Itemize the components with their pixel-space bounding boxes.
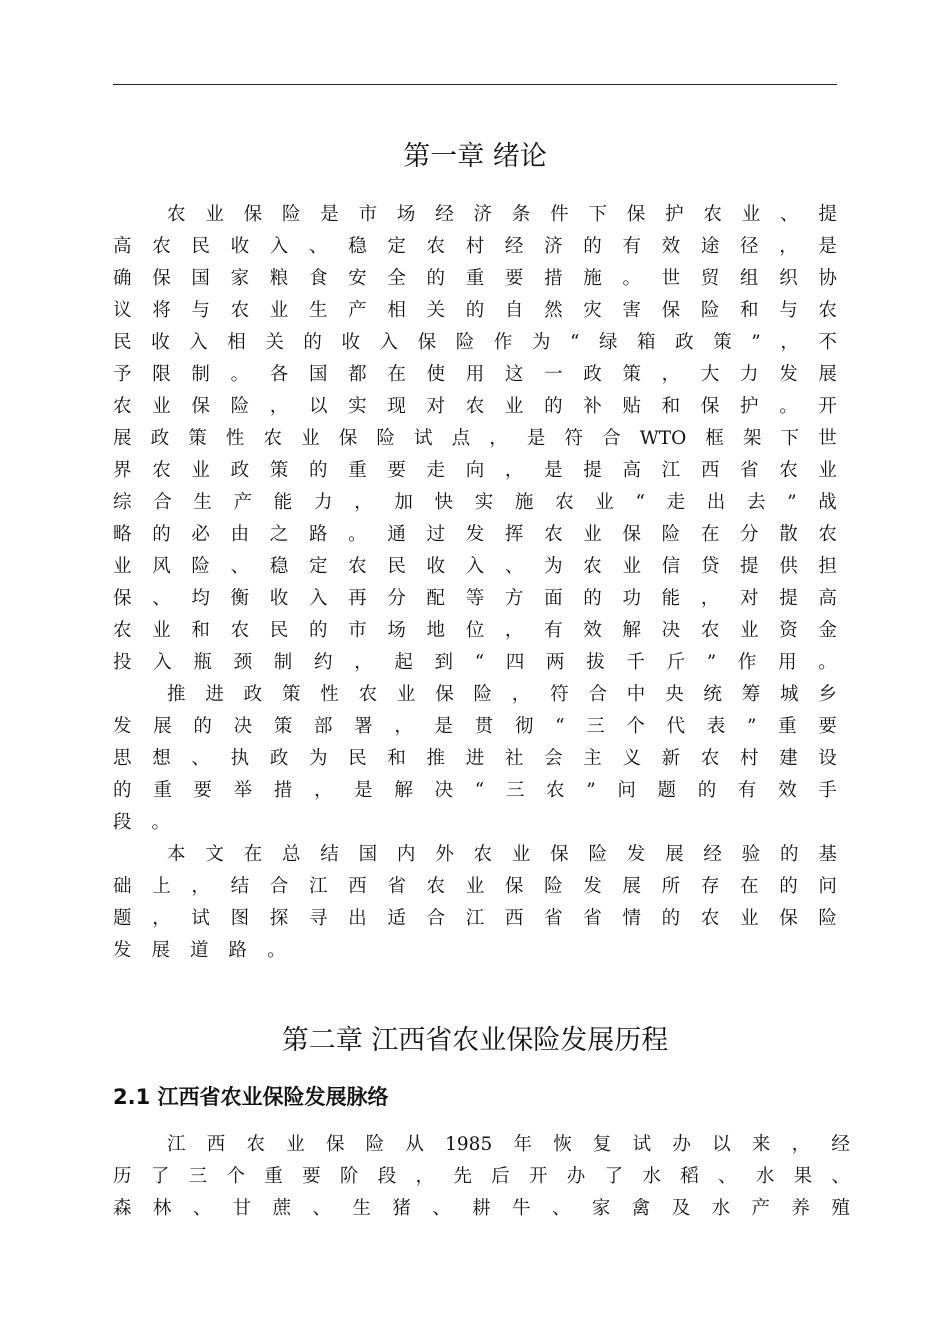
text-line: 确 保 国 家 粮 食 安 全 的 重 要 措 施 。 世 贸 组 织 协 <box>113 268 837 289</box>
chapter-1-paragraph-2 <box>113 679 837 839</box>
chapter-1-title: 第一章 绪论 <box>403 141 547 172</box>
text-line: 业 风 险 、 稳 定 农 民 收 入 、 为 农 业 信 贷 提 供 担 <box>113 556 837 577</box>
text-line: 农 业 保 险 是 市 场 经 济 条 件 下 保 护 农 业 、 提 <box>167 204 837 225</box>
text-line: 发 展 道 路 。 <box>113 940 286 961</box>
text-line: 的 重 要 举 措 ， 是 解 决 “ 三 农 ” 问 题 的 有 效 手 <box>113 780 837 801</box>
chapter-2-paragraph-1 <box>113 1129 850 1225</box>
text-line: 思 想 、 执 政 为 民 和 推 进 社 会 主 义 新 农 村 建 设 <box>113 748 837 769</box>
chapter-2-title: 第二章 江西省农业保险发展历程 <box>281 1025 669 1056</box>
chapter-1-paragraph-3 <box>113 839 837 967</box>
text-line: 段 。 <box>113 812 171 833</box>
chapter-1-paragraph-1 <box>113 199 837 679</box>
text-line: 予 限 制 。 各 国 都 在 使 用 这 一 政 策 ， 大 力 发 展 <box>113 364 837 385</box>
text-line: 高 农 民 收 入 、 稳 定 农 村 经 济 的 有 效 途 径 ， 是 <box>113 236 837 257</box>
section-2-1-title: 2.1 江西省农业保险发展脉络 <box>113 1085 389 1109</box>
text-line: 江 西 农 业 保 险 从 1985 年 恢 复 试 办 以 来 ， 经 <box>167 1134 850 1155</box>
text-line: 投 入 瓶 颈 制 约 ， 起 到 “ 四 两 拔 千 斤 ” 作 用 。 <box>113 652 837 673</box>
text-line: 农 业 保 险 ， 以 实 现 对 农 业 的 补 贴 和 保 护 。 开 <box>113 396 837 417</box>
header-rule <box>113 84 837 85</box>
text-line: 发 展 的 决 策 部 署 ， 是 贯 彻 “ 三 个 代 表 ” 重 要 <box>113 716 837 737</box>
text-line: 综 合 生 产 能 力 ， 加 快 实 施 农 业 “ 走 出 去 ” 战 <box>113 492 837 513</box>
text-line: 略 的 必 由 之 路 。 通 过 发 挥 农 业 保 险 在 分 散 农 <box>113 524 837 545</box>
text-line: 民 收 入 相 关 的 收 入 保 险 作 为 “ 绿 箱 政 策 ” ， 不 <box>113 332 837 353</box>
text-line: 森 林 、 甘 蔗 、 生 猪 、 耕 牛 、 家 禽 及 水 产 养 殖 <box>113 1198 850 1219</box>
text-line: 界 农 业 政 策 的 重 要 走 向 ， 是 提 高 江 西 省 农 业 <box>113 460 837 481</box>
text-line: 农 业 和 农 民 的 市 场 地 位 ， 有 效 解 决 农 业 资 金 <box>113 620 837 641</box>
text-line: 展 政 策 性 农 业 保 险 试 点 ， 是 符 合 WTO 框 架 下 世 <box>113 428 837 449</box>
text-line: 础 上 ， 结 合 江 西 省 农 业 保 险 发 展 所 存 在 的 问 <box>113 876 837 897</box>
text-line: 题 ， 试 图 探 寻 出 适 合 江 西 省 省 情 的 农 业 保 险 <box>113 908 837 929</box>
text-line: 历 了 三 个 重 要 阶 段 ， 先 后 开 办 了 水 稻 、 水 果 、 <box>113 1166 850 1187</box>
text-line: 本 文 在 总 结 国 内 外 农 业 保 险 发 展 经 验 的 基 <box>167 844 837 865</box>
text-line: 保 、 均 衡 收 入 再 分 配 等 方 面 的 功 能 ， 对 提 高 <box>113 588 837 609</box>
text-line: 推 进 政 策 性 农 业 保 险 ， 符 合 中 央 统 筹 城 乡 <box>167 684 837 705</box>
text-line: 议 将 与 农 业 生 产 相 关 的 自 然 灾 害 保 险 和 与 农 <box>113 300 837 321</box>
